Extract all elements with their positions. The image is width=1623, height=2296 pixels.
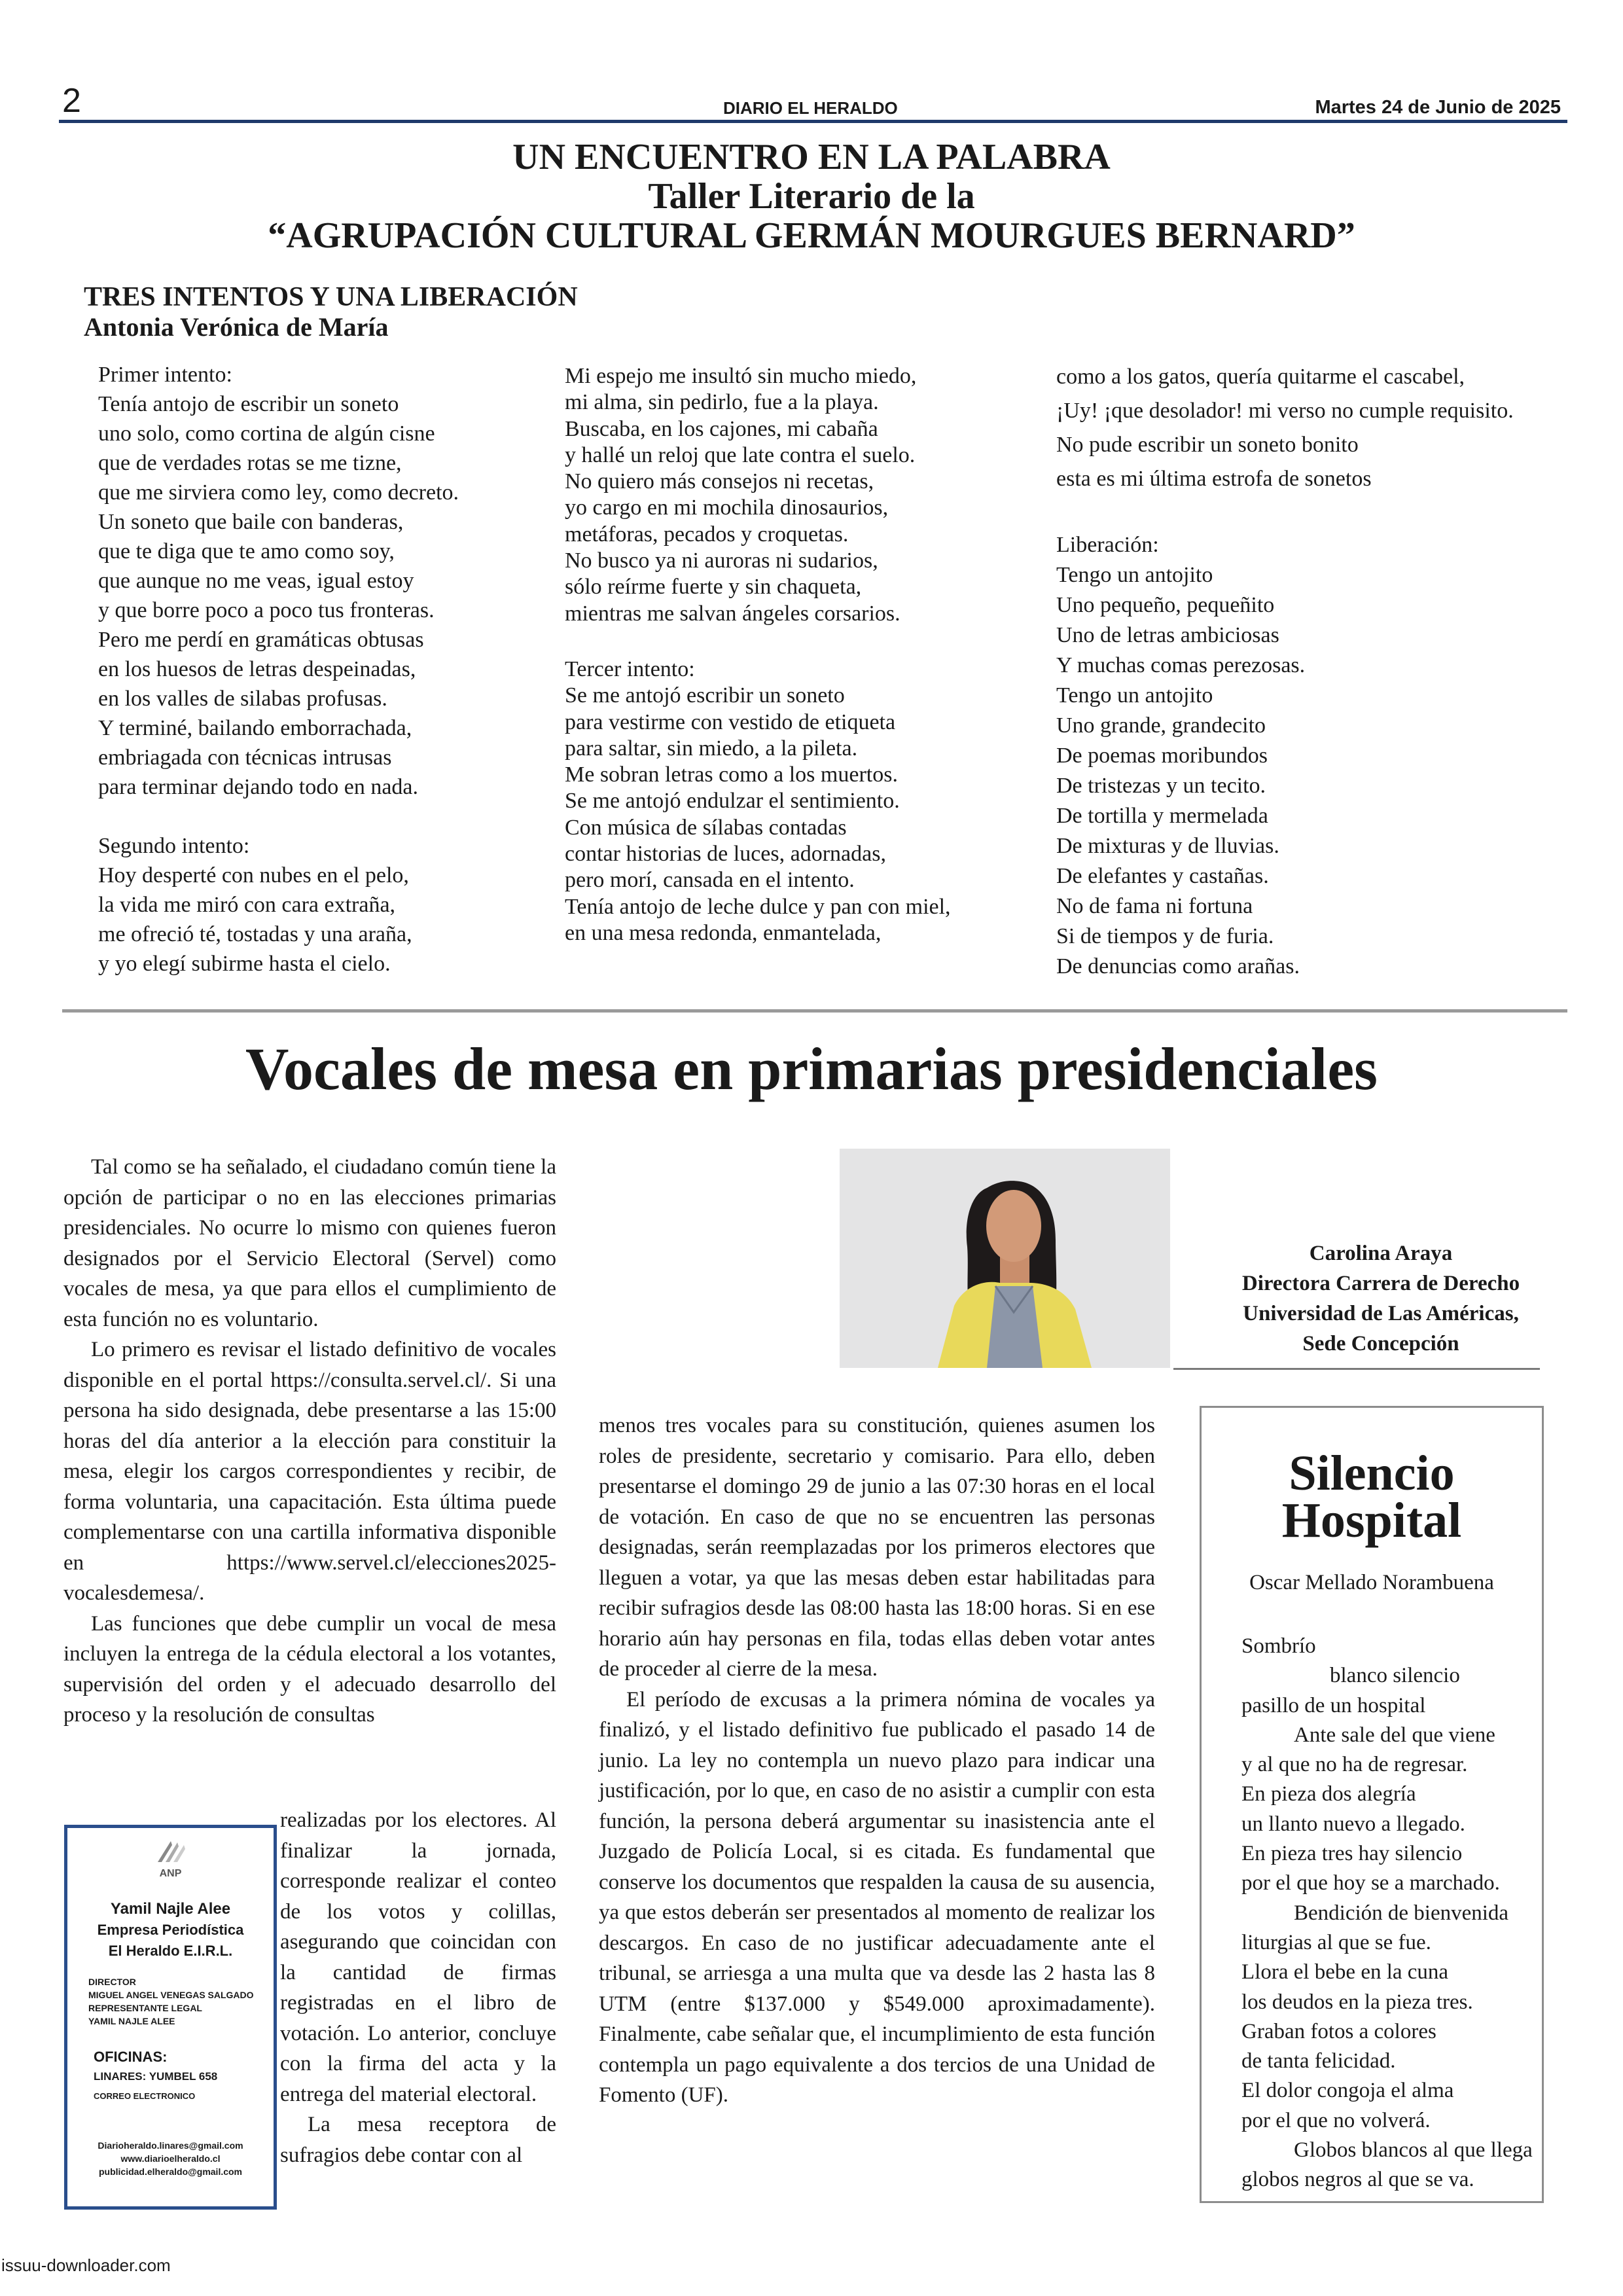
article-left-column [63, 1152, 556, 1731]
poem-box-line: El dolor congoja el alma [1241, 2079, 1454, 2103]
poem-line: Tenía antojo de leche dulce y pan con miel, [565, 894, 951, 919]
poem-line: me ofreció té, tostadas y una araña, [98, 922, 412, 946]
masthead-web: www.diarioelheraldo.cl [120, 2153, 221, 2164]
stanza-gap [565, 627, 951, 656]
article-paragraph: realizadas por los electores. Al finalizar la jornada, corresponde realizar el conteo de los votos y colillas, asegurando que coincidan con la cantidad de firmas registradas en el libro de votación. Lo anterior, concluye con la firma del acta y la entrega del material electoral. [280, 1808, 556, 2106]
poem-line: De elefantes y castañas. [1056, 864, 1269, 888]
poem-box-author: Oscar Mellado Norambuena [1249, 1571, 1494, 1594]
poem-line: ¡Uy! ¡que desolador! mi verso no cumple requisito. [1056, 399, 1514, 423]
caption-rule [1173, 1368, 1540, 1370]
poem-line: para saltar, sin miedo, a la pileta. [565, 736, 858, 761]
poem-box-line: liturgias al que se fue. [1241, 1930, 1431, 1954]
article-paragraph: La mesa receptora de sufragios debe contar con al [280, 2113, 556, 2167]
poem-line: Tenía antojo de escribir un soneto [98, 392, 399, 416]
poem-line: pero morí, cansada en el intento. [565, 868, 855, 893]
masthead-director-label: DIRECTOR [88, 1977, 136, 1987]
poem-line: No de fama ni fortuna [1056, 894, 1253, 918]
poem-line: en una mesa redonda, enmantelada, [565, 920, 882, 945]
masthead-offices-label: OFICINAS: [94, 2049, 168, 2065]
source-footer: issuu-downloader.com [1, 2255, 171, 2275]
masthead-director-name: MIGUEL ANGEL VENEGAS SALGADO [88, 1990, 254, 2000]
poem-line: que me sirviera como ley, como decreto. [98, 480, 459, 505]
poem-line: De poemas moribundos [1056, 744, 1268, 768]
poem-line: y yo elegí subirme hasta el cielo. [98, 952, 391, 976]
poem-line: Y muchas comas perezosas. [1056, 653, 1306, 677]
masthead-legal-label: REPRESENTANTE LEGAL [88, 2003, 202, 2013]
heading-line-1: UN ENCUENTRO EN LA PALABRA [512, 137, 1111, 177]
poem-line: contar historias de luces, adornadas, [565, 842, 886, 867]
poem-box-title-line-1: Silencio [1289, 1446, 1455, 1501]
heading-line-2: Taller Literario de la [648, 176, 975, 217]
literary-section-heading [0, 137, 1623, 255]
masthead-company-line1: Empresa Periodística [97, 1922, 244, 1938]
poem-line: en los valles de silabas profusas. [98, 687, 387, 711]
section-divider [62, 1009, 1567, 1013]
article-paragraph: Las funciones que debe cumplir un vocal de mesa incluyen la entrega de la cédula electoral a los votantes, supervisión del orden y el adecuado desarrollo del proceso y la resolución de consultas [63, 1611, 556, 1727]
newspaper-name: DIARIO EL HERALDO [723, 98, 898, 118]
poem-line: sólo reírme fuerte y sin chaqueta, [565, 575, 862, 600]
poem-line: metáforas, pecados y croquetas. [565, 522, 849, 547]
poem-line: Segundo intento: [98, 834, 250, 858]
caption-line: Sede Concepción [1302, 1332, 1459, 1355]
poem-line: Me sobran letras como a los muertos. [565, 762, 898, 787]
poem-line: De tristezas y un tecito. [1056, 774, 1266, 798]
page-number: 2 [62, 82, 81, 120]
masthead-owner: Yamil Najle Alee [110, 1900, 231, 1918]
poem-line: la vida me miró con cara extraña, [98, 893, 396, 917]
poem-box-title [1200, 1446, 1544, 1548]
poem-line: Liberación: [1056, 533, 1159, 557]
poem-line: Si de tiempos y de furia. [1056, 924, 1274, 948]
poem-box-line: los deudos en la pieza tres. [1241, 1990, 1473, 2014]
article-paragraph: Lo primero es revisar el listado definitivo de vocales disponible en el portal https://consulta.servel.cl/. Si una persona ha sido designada, debe presentarse a las 15:00 horas del día anterior a la elección para constituir la mesa, elegir los cargos correspondientes y recibir, de forma voluntaria, una capacitación. Esta última puede complementarse con una cartilla informativa disponible en https://www.servel.cl/elecciones2025-vocalesdemesa/. [63, 1338, 556, 1605]
poem-box-text [1241, 1632, 1533, 2195]
poem-line: Mi espejo me insultó sin mucho miedo, [565, 364, 917, 388]
author-photo [840, 1149, 1170, 1368]
masthead-company-line2: El Heraldo E.I.R.L. [108, 1943, 233, 1959]
issue-date: Martes 24 de Junio de 2025 [1315, 97, 1561, 118]
article-middle-column [599, 1410, 1155, 2111]
poem-box-line: Graban fotos a colores [1241, 2019, 1436, 2043]
poem-box-line: un llanto nuevo a llegado. [1241, 1812, 1465, 1836]
author-caption [1211, 1238, 1551, 1359]
poem-line: No busco ya ni auroras ni sudarios, [565, 548, 878, 573]
poem-line: y que borre poco a poco tus fronteras. [98, 598, 435, 622]
poem-box-title-line-2: Hospital [1281, 1493, 1462, 1548]
poem-line: Un soneto que baile con banderas, [98, 510, 404, 534]
poem-line: como a los gatos, quería quitarme el cascabel, [1056, 365, 1465, 389]
masthead-email-label: CORREO ELECTRONICO [94, 2091, 196, 2101]
poem-line: No quiero más consejos ni recetas, [565, 469, 874, 494]
poem-line: Buscaba, en los cajones, mi cabaña [565, 416, 878, 441]
poem-line: mi alma, sin pedirlo, fue a la playa. [565, 390, 879, 415]
poem-line: Se me antojó escribir un soneto [565, 683, 845, 708]
poem-column-2 [565, 363, 951, 946]
poem-box-line: y al que no ha de regresar. [1241, 1753, 1468, 1777]
article-left-narrow-column [280, 1805, 556, 2170]
masthead-email-2: publicidad.elheraldo@gmail.com [98, 2166, 243, 2177]
header-rule [59, 120, 1567, 123]
author-portrait-image [840, 1149, 1170, 1368]
poem-box-line: pasillo de un hospital [1241, 1693, 1426, 1717]
poem-column-3-liberacion [1056, 530, 1305, 982]
article-paragraph: Tal como se ha señalado, el ciudadano común tiene la opción de participar o no en las elecciones primarias presidenciales. No ocurre lo mismo con quienes fueron designados por el Servicio Electoral (Servel) como vocales de mesa, ya que para ellos el cumplimiento de esta función no es voluntario. [63, 1155, 556, 1331]
poem-box-line: Sombrío [1241, 1634, 1316, 1658]
poem-line: De tortilla y mermelada [1056, 804, 1268, 828]
masthead-box [64, 1825, 277, 2210]
poem-line: uno solo, como cortina de algún cisne [98, 422, 435, 446]
poem-line: que aunque no me veas, igual estoy [98, 569, 414, 593]
caption-line: Carolina Araya [1309, 1242, 1453, 1265]
poem-line: esta es mi última estrofa de sonetos [1056, 467, 1372, 491]
poem-line: en los huesos de letras despeinadas, [98, 657, 416, 681]
heading-line-3: “AGRUPACIÓN CULTURAL GERMÁN MOURGUES BERNARD” [268, 215, 1355, 256]
poem-box-line: En pieza dos alegría [1241, 1782, 1416, 1806]
stanza-gap [98, 802, 459, 831]
poem-line: Pero me perdí en gramáticas obtusas [98, 628, 424, 652]
poem-box-line: En pieza tres hay silencio [1241, 1842, 1463, 1866]
poem-box-line: por el que hoy se a marchado. [1241, 1871, 1500, 1895]
anp-logo-label: ANP [159, 1868, 182, 1879]
poem-line: y hallé un reloj que late contra el suelo. [565, 442, 916, 467]
poem-line: Tercer intento: [565, 656, 695, 681]
poem-column-3-end [1056, 360, 1514, 496]
poem-line: Tengo un antojito [1056, 683, 1213, 708]
poem-box-line: Llora el bebe en la cuna [1241, 1960, 1449, 1984]
poem-line: mientras me salvan ángeles corsarios. [565, 601, 901, 626]
article-headline: Vocales de mesa en primarias presidenciales [245, 1035, 1378, 1102]
poem-box-line: Ante sale del que viene [1294, 1723, 1495, 1747]
poem-line: Con música de sílabas contadas [565, 815, 847, 840]
poem-line: De mixturas y de lluvias. [1056, 834, 1279, 858]
poem-line: Se me antojó endulzar el sentimiento. [565, 789, 900, 814]
anp-logo [67, 1836, 274, 1880]
poem-author: Antonia Verónica de María [84, 312, 389, 342]
poem-line: embriagada con técnicas intrusas [98, 745, 392, 770]
poem-line: Uno grande, grandecito [1056, 713, 1266, 738]
poem-line: De denuncias como arañas. [1056, 954, 1300, 978]
poem-line: Uno de letras ambiciosas [1056, 623, 1279, 647]
caption-line: Directora Carrera de Derecho [1241, 1272, 1520, 1295]
poem-box-line: globos negros al que se va. [1241, 2168, 1474, 2192]
poem-box-line: por el que no volverá. [1241, 2108, 1431, 2132]
masthead-offices-value: LINARES: YUMBEL 658 [94, 2070, 218, 2083]
poem-box-line: de tanta felicidad. [1241, 2049, 1396, 2073]
poem-column-1 [98, 360, 459, 978]
poem-line: yo cargo en mi mochila dinosaurios, [565, 495, 889, 520]
poem-line: Primer intento: [98, 363, 232, 387]
masthead-email-1: Diarioheraldo.linares@gmail.com [98, 2140, 243, 2151]
poem-box-line: Bendición de bienvenida [1294, 1901, 1509, 1925]
poem-line: Tengo un antojito [1056, 563, 1213, 587]
anp-logo-icon [151, 1836, 190, 1869]
poem-box-line: blanco silencio [1330, 1664, 1460, 1688]
article-paragraph: menos tres vocales para su constitución, quienes asumen los roles de presidente, secretario y comisario. Para ello, deben presentarse el domingo 29 de junio a las 07:30 horas en el local de votación. En caso de que no se encuentren las personas designadas, serán reemplazadas por los primeros electores que lleguen a votar, ya que las mesas deben estar habilitadas para recibir sufragios desde las 08:00 hasta las 18:00 horas. Si en ese horario aún hay personas en fila, todas ellas deben votar antes de proceder al cierre de la mesa. [599, 1414, 1155, 1681]
poem-box-line: Globos blancos al que llega [1294, 2138, 1533, 2162]
poem-line: No pude escribir un soneto bonito [1056, 433, 1359, 457]
poem-line: Uno pequeño, pequeñito [1056, 593, 1275, 617]
poem-line: Hoy desperté con nubes en el pelo, [98, 863, 409, 888]
masthead-legal-name: YAMIL NAJLE ALEE [88, 2016, 175, 2026]
poem-line: Y terminé, bailando emborrachada, [98, 716, 412, 740]
poem-line: que te diga que te amo como soy, [98, 539, 395, 564]
poem-line: para vestirme con vestido de etiqueta [565, 709, 896, 734]
article-paragraph: El período de excusas a la primera nómina de vocales ya finalizó, y el listado definitivo fue publicado el pasado 14 de junio. La ley no contempla un nuevo plazo para indicar una justificación, por lo que, en caso de no asistir a cumplir con esta función, la persona deberá argumentar su inasistencia ante el Juzgado de Policía Local, si es citada. Es fundamental que conserve los documentos que respalden la causa de su ausencia, ya que estos deberán ser presentados al momento de realizar los descargos. En caso de no justificar adecuadamente ante el tribunal, se arriesga a una multa que va desde las 2 hasta las 8 UTM (entre $137.000 y $549.000 aproximadamente). Finalmente, cabe señalar que, el incumplimiento de esta función contempla un pago equivalente a dos tercios de una Unidad de Fomento (UF). [599, 1687, 1155, 2107]
poem-title: TRES INTENTOS Y UNA LIBERACIÓN [84, 282, 578, 312]
poem-line: que de verdades rotas se me tizne, [98, 451, 402, 475]
poem-line: para terminar dejando todo en nada. [98, 775, 419, 799]
caption-line: Universidad de Las Américas, [1243, 1302, 1519, 1325]
